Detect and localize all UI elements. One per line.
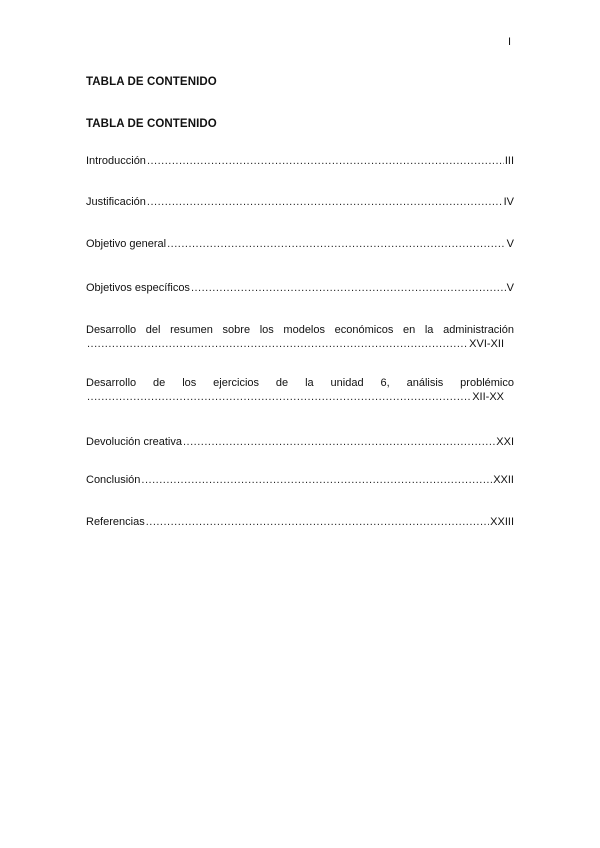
toc-entry-title: Desarrollo del resumen sobre los modelos económicos en la administración xyxy=(86,324,514,336)
dot-leader xyxy=(147,154,504,168)
toc-entry-page: XII-XX xyxy=(472,391,504,403)
toc-entry-page: XXII xyxy=(493,474,514,486)
document-heading: TABLA DE CONTENIDO xyxy=(86,76,217,88)
toc-entry-page: IV xyxy=(503,196,514,208)
dot-leader xyxy=(147,195,503,209)
toc-entry-conclusion[interactable] xyxy=(86,473,514,487)
toc-entry-title: Introducción xyxy=(86,155,146,167)
toc-entry-title: Justificación xyxy=(86,196,146,208)
toc-heading: TABLA DE CONTENIDO xyxy=(86,118,217,130)
toc-entry-page: XVI-XII xyxy=(469,338,504,350)
toc-entry-title: Desarrollo de los ejercicios de la unidad 6, análisis problémico xyxy=(86,377,514,389)
toc-entry-page: XXIII xyxy=(490,516,514,528)
page-number: I xyxy=(508,36,512,48)
toc-entry-page: III xyxy=(504,155,514,167)
toc-entry-title: Devolución creativa xyxy=(86,436,182,448)
dot-leader xyxy=(87,390,471,404)
toc-entry-referencias[interactable] xyxy=(86,515,514,529)
dot-leader xyxy=(141,473,492,487)
toc-entry-introduccion[interactable] xyxy=(86,154,514,168)
toc-entry-title: Referencias xyxy=(86,516,145,528)
dot-leader xyxy=(183,435,495,449)
toc-entry-justificacion[interactable] xyxy=(86,195,514,209)
toc-entry-title: Objetivo general xyxy=(86,238,167,250)
toc-entry-title: Conclusión xyxy=(86,474,141,486)
dot-leader xyxy=(167,237,506,251)
dot-leader xyxy=(146,515,489,529)
toc-entry-objetivos-especificos[interactable] xyxy=(86,281,514,295)
toc-entry-devolucion-creativa[interactable] xyxy=(86,435,514,449)
dot-leader xyxy=(191,281,506,295)
toc-entry-desarrollo-ejercicios[interactable] xyxy=(86,376,514,404)
toc-entry-desarrollo-resumen[interactable] xyxy=(86,323,514,351)
dot-leader xyxy=(87,337,468,351)
toc-entry-objetivo-general[interactable] xyxy=(86,237,514,251)
toc-entry-title: Objetivos específicos xyxy=(86,282,190,294)
toc-entry-page: V xyxy=(506,238,514,250)
toc-entry-page: XXI xyxy=(496,436,514,448)
toc-entry-page: V xyxy=(506,282,514,294)
